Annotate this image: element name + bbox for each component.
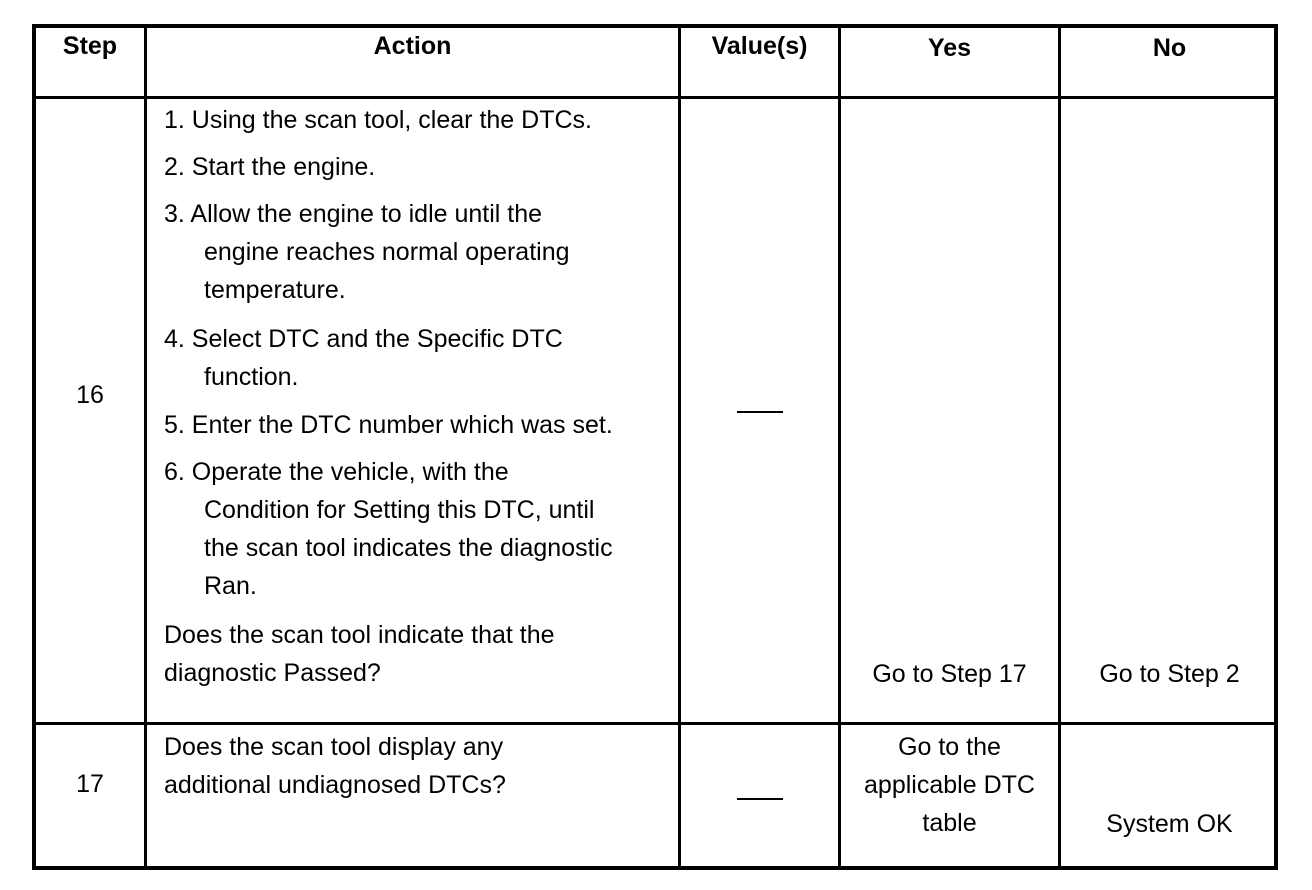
question-line: additional undiagnosed DTCs? bbox=[164, 771, 506, 799]
row-divider bbox=[36, 722, 1274, 725]
action-line: 4. Select DTC and the Specific DTC bbox=[164, 325, 563, 353]
action-line: 3. Allow the engine to idle until the bbox=[164, 200, 543, 228]
action-line: temperature. bbox=[204, 276, 346, 304]
column-divider bbox=[144, 28, 147, 866]
question-line: diagnostic Passed? bbox=[164, 659, 381, 687]
yes-line: applicable DTC bbox=[864, 771, 1035, 799]
header-no: No bbox=[1152, 34, 1187, 62]
action-question bbox=[164, 616, 555, 692]
action-item bbox=[164, 195, 570, 309]
yes-result: Go to Step 17 bbox=[872, 660, 1027, 688]
header-yes: Yes bbox=[927, 34, 972, 62]
action-line: the scan tool indicates the diagnostic bbox=[204, 534, 613, 562]
action-item: 5. Enter the DTC number which was set. bbox=[164, 411, 613, 439]
diagnostic-table bbox=[32, 24, 1278, 870]
header-values: Value(s) bbox=[711, 32, 808, 60]
action-item bbox=[164, 453, 613, 605]
no-result: System OK bbox=[1106, 810, 1233, 838]
action-line: 6. Operate the vehicle, with the bbox=[164, 458, 509, 486]
action-item: 1. Using the scan tool, clear the DTCs. bbox=[164, 106, 592, 134]
action-line: function. bbox=[204, 363, 299, 391]
question-line: Does the scan tool display any bbox=[164, 733, 504, 761]
step-number: 16 bbox=[76, 381, 104, 409]
column-divider bbox=[1058, 28, 1061, 866]
yes-line: Go to the bbox=[898, 733, 1001, 761]
question-line: Does the scan tool indicate that the bbox=[164, 621, 555, 649]
no-result: Go to Step 2 bbox=[1099, 660, 1240, 688]
step-number: 17 bbox=[76, 770, 104, 798]
action-line: Ran. bbox=[204, 572, 257, 600]
header-step: Step bbox=[62, 32, 118, 60]
column-divider bbox=[678, 28, 681, 866]
yes-result bbox=[841, 728, 1058, 842]
row-divider bbox=[36, 96, 1274, 99]
empty-value-dash bbox=[737, 411, 783, 413]
yes-line: table bbox=[922, 809, 977, 837]
action-line: Condition for Setting this DTC, until bbox=[204, 496, 595, 524]
action-line: engine reaches normal operating bbox=[204, 238, 570, 266]
action-item: 2. Start the engine. bbox=[164, 153, 376, 181]
action-item bbox=[164, 320, 563, 396]
header-action: Action bbox=[373, 32, 452, 60]
empty-value-dash bbox=[737, 798, 783, 800]
action-question bbox=[164, 728, 506, 804]
